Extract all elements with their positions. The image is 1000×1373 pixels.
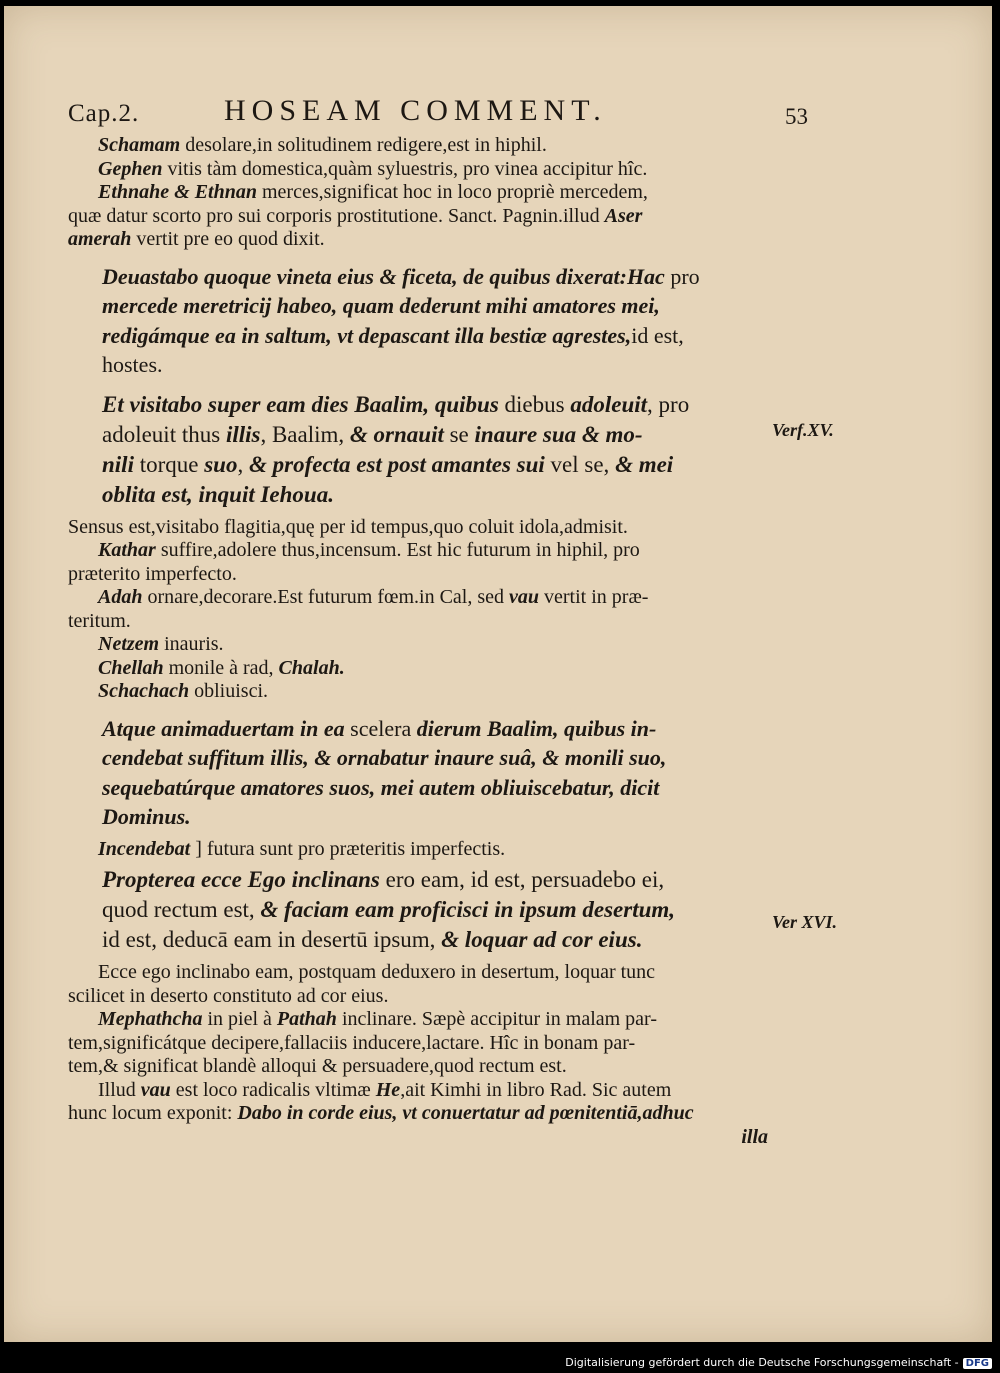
italic-term: sequebatúrque amatores suos, mei autem obliuiscebatur, dicit [102,774,660,800]
italic-term: Dominus. [102,804,191,829]
italic-term: Chalah. [278,656,345,679]
italic-term: Schachach [98,680,190,702]
text-line [98,158,768,182]
commentary-paragraph [68,633,768,657]
text-line [102,925,768,955]
text-line [102,321,768,351]
text-line [68,1102,768,1126]
scripture-verse [68,262,768,380]
commentary-paragraph [68,1032,768,1079]
scripture-verse [68,865,768,955]
text-run: Ecce ego inclinabo eam, postquam deduxero in desertum, loquar tunc [98,961,656,983]
text-line [102,262,768,292]
text-line [98,134,768,158]
italic-term: adoleuit [570,391,648,417]
commentary-paragraph [68,586,768,610]
italic-term: & mei [615,451,674,477]
text-run: inauris. [159,633,224,655]
italic-term: oblita est, inquit Iehoua. [102,481,334,507]
italic-term: amerah [68,228,132,250]
commentary-paragraph [68,1102,768,1149]
text-line [68,228,768,252]
page-number: 53 [785,104,808,129]
text-line [102,390,768,420]
text-run: desolare,in solitudinem redigere,est in hiphil. [180,134,547,156]
text-line [98,657,768,681]
text-run: pro [664,263,700,289]
text-run: vertit pre eo quod dixit. [131,228,325,250]
text-run: inclinare. Sæpè accipitur in malam par- [336,1008,657,1030]
italic-term: redigámque ea in saltum, vt depascant illa bestiæ agrestes, [102,322,632,348]
commentary-paragraph [68,610,768,634]
text-run: vitis tàm domestica,quàm syluestris, pro vinea accipitur hîc. [162,157,648,180]
text-line [98,586,768,610]
italic-term: mercede meretricij habeo, quam dederunt mihi amatores mei, [102,293,660,318]
commentary-paragraph [68,985,768,1009]
commentary-paragraph [68,657,768,681]
text-line [102,895,768,925]
italic-term: He [375,1078,401,1101]
text-run: tem,significátque decipere,fallaciis inducere,lactare. Hîc in bonam par- [68,1031,636,1054]
text-run: monile à rad, [163,656,279,679]
text-line [68,563,768,587]
italic-term: Et visitabo super eam dies Baalim, quibus [102,391,499,417]
commentary-paragraph [68,205,768,252]
dfg-logo: DFG [963,1358,992,1369]
commentary-paragraph [68,961,768,985]
text-line [68,985,768,1009]
italic-term: vau [140,1078,171,1101]
text-line [102,865,768,895]
text-line [98,181,768,205]
italic-term: nili [102,451,134,477]
text-run: præterito imperfecto. [68,562,237,585]
italic-term: & ornauit [349,421,444,447]
text-run: vertit in præ- [539,586,649,608]
text-line [68,1055,768,1079]
text-run: hunc locum exponit: [68,1102,238,1124]
footer-text: Digitalisierung gefördert durch die Deutsche Forschungsgemeinschaft - [565,1356,959,1369]
commentary-paragraph [68,838,768,862]
text-run: , Baalim, [260,421,350,447]
italic-term: & faciam eam proficisci in ipsum desertum, [260,897,676,922]
text-run: , pro [647,391,690,417]
text-line [98,1008,768,1032]
text-run: suffire,adolere thus,incensum. Est hic futurum in hiphil, pro [155,539,640,561]
italic-term: Gephen [98,157,163,180]
text-line [98,1079,768,1103]
text-line [102,773,768,803]
text-run: torque [133,451,205,477]
italic-term: illa [741,1125,768,1148]
text-line [68,205,768,229]
italic-term: Incendebat [98,837,191,860]
italic-term: Aser [604,204,643,227]
italic-term: Kathar [98,539,156,561]
commentary-paragraph [68,563,768,587]
page-body [68,134,768,1149]
text-line [68,1032,768,1056]
text-run: id est, deducā eam in desertū ipsum, [102,927,442,952]
commentary-paragraph [68,516,768,540]
italic-term: Schamam [98,134,181,156]
text-line [98,838,768,862]
commentary-paragraph [68,134,768,158]
text-line [102,802,768,832]
text-run: hostes. [102,352,163,377]
commentary-paragraph [68,158,768,182]
scripture-verse [68,714,768,832]
italic-term: Chellah [98,656,164,679]
italic-term: & loquar ad cor eius. [441,927,643,952]
italic-term: Pathah [276,1008,337,1030]
text-run: se [443,421,475,447]
text-line [98,961,768,985]
italic-term: Netzem [98,633,160,655]
italic-term: inaure sua & mo- [474,421,643,447]
text-run: merces,significat hoc in loco propriè mercedem, [256,181,648,203]
text-line [68,610,768,634]
text-run: id est, [631,322,684,348]
text-line [68,516,768,540]
text-line [102,480,768,510]
text-line [102,350,768,380]
text-line [98,680,768,704]
text-run: quod rectum est, [102,897,261,922]
text-line [102,291,768,321]
text-line [98,633,768,657]
commentary-paragraph [68,539,768,563]
italic-term: Deuastabo quoque vineta eius & ficeta, de quibus dixerat:Hac [102,263,665,289]
italic-term: illis [225,421,261,447]
commentary-paragraph [68,680,768,704]
footer-credit [0,1356,992,1369]
italic-term: suo [204,451,238,477]
page-header [68,94,808,134]
text-run: , [237,451,249,477]
verse-marker: Verf.XV. [772,420,834,440]
scripture-verse [68,390,768,510]
running-title: HOSEAM COMMENT. [224,94,607,127]
text-run: Sensus est,visitabo flagitia,quę per id tempus,quo coluit idola,admisit. [68,515,628,538]
italic-term: Mephathcha [98,1008,203,1030]
text-line [102,450,768,480]
italic-term: Adah [98,586,143,608]
italic-term: Dabo in corde eius, vt conuertatur ad pœnitentiā,adhuc [237,1102,694,1124]
book-page [4,6,992,1342]
text-run: teritum. [68,609,131,632]
commentary-paragraph [68,1079,768,1103]
text-run: tem,& significat blandè alloqui & persuadere,quod rectum est. [68,1055,567,1077]
italic-term: cendebat suffitum illis, & ornabatur inaure suâ, & monili suo, [102,745,667,770]
text-line [98,539,768,563]
italic-term: & profecta est post amantes sui [248,451,545,477]
text-run: scelera [344,715,417,741]
italic-term: vau [509,586,540,608]
text-line [102,743,768,773]
text-run: ,ait Kimhi in libro Rad. Sic autem [400,1078,672,1101]
text-line [68,1126,768,1150]
italic-term: Atque animaduertam in ea [102,715,345,741]
verse-marker: Ver XVI. [772,912,838,932]
text-run: Illud [98,1078,141,1101]
italic-term: dierum Baalim, quibus in- [416,715,657,741]
commentary-paragraph [68,1008,768,1032]
text-run: ] futura sunt pro præteritis imperfectis. [190,837,506,860]
text-run: scilicet in deserto constituto ad cor eius. [68,984,389,1007]
text-line [102,714,768,744]
text-run: ornare,decorare.Est futurum fœm.in Cal, sed [142,586,510,608]
text-run: quæ datur scorto pro sui corporis prostitutione. Sanct. Pagnin.illud [68,204,605,227]
italic-term: Propterea ecce Ego inclinans [102,867,380,892]
text-run: adoleuit thus [102,421,226,447]
text-run: vel se, [544,451,616,477]
italic-term: Ethnahe & Ethnan [98,181,257,203]
text-run: est loco radicalis vltimæ [170,1078,376,1101]
commentary-paragraph [68,181,768,205]
text-run: obliuisci. [189,680,269,702]
chapter-running-head: Cap.2. [68,100,140,127]
text-run: diebus [498,391,571,417]
text-run: ero eam, id est, persuadebo ei, [379,867,665,892]
text-line [102,420,768,450]
text-run: in piel à [202,1008,277,1030]
